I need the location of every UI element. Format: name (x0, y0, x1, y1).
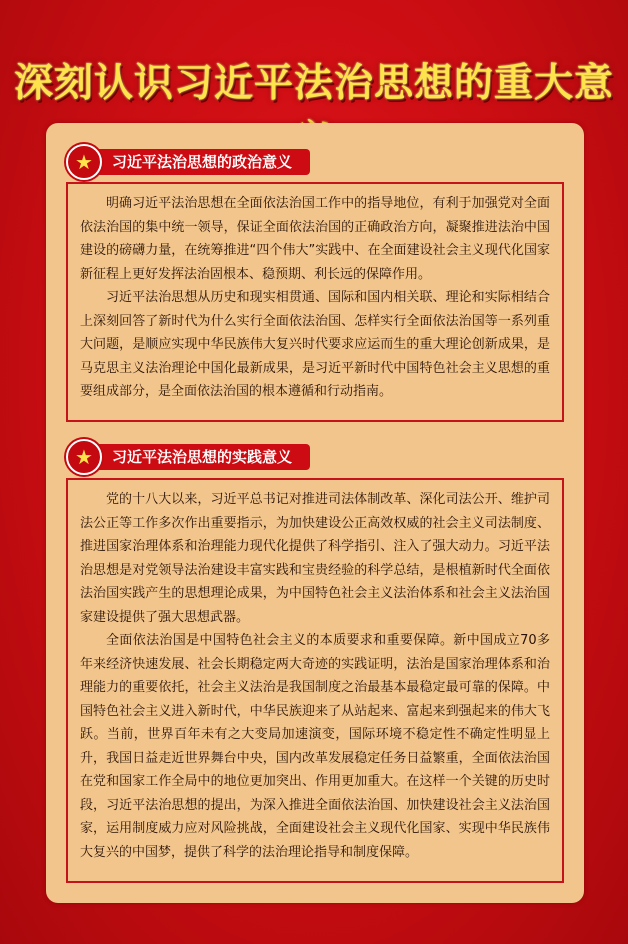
paragraph: 明确习近平法治思想在全面依法治国工作中的指导地位，有利于加强党对全面依法治国的集中统一领导，保证全面依法治国的正确政治方向，凝聚推进法治中国建设的磅礴力量，在统筹推进“四个伟大”实践中、在全面建设社会主义现代化国家新征程上更好发挥法治固根本、稳预期、利长远的保障作用。 (80, 196, 550, 282)
star-icon: ★ (66, 144, 102, 180)
section-heading-practical: 习近平法治思想的实践意义 (88, 444, 310, 470)
section-header-practical (66, 439, 356, 473)
section-heading-political: 习近平法治思想的政治意义 (88, 149, 310, 175)
paragraph: 党的十八大以来，习近平总书记对推进司法体制改革、深化司法公开、维护司法公正等工作多次作出重要指示，为加快建设公正高效权威的社会主义司法制度、推进国家治理体系和治理能力现代化提供了科学指引、注入了强大动力。习近平法治思想是对党领导法治建设丰富实践和宝贵经验的科学总结，是根植新时代全面依法治国实践产生的思想理论成果，为中国特色社会主义法治体系和社会主义法治国家建设提供了强大思想武器。 (80, 492, 550, 625)
section-body-political (66, 182, 564, 422)
paragraph: 全面依法治国是中国特色社会主义的本质要求和重要保障。新中国成立70多年来经济快速发展、社会长期稳定两大奇迹的实践证明，法治是国家治理体系和治理能力的重要依托，社会主义法治是我国制度之治最基本最稳定最可靠的保障。中国特色社会主义进入新时代，中华民族迎来了从站起来、富起来到强起来的伟大飞跃。当前，世界百年未有之大变局加速演变，国际环境不稳定性不确定性明显上升，我国日益走近世界舞台中央，国内改革发展稳定任务日益繁重，全面依法治国在党和国家工作全局中的地位更加突出、作用更加重大。在这样一个关键的历史时段，习近平法治思想的提出，为深入推进全面依法治国、加快建设社会主义法治国家，运用制度威力应对风险挑战，全面建设社会主义现代化国家、实现中华民族伟大复兴的中国梦，提供了科学的法治理论指导和制度保障。 (80, 633, 550, 860)
section-body-practical (66, 478, 564, 883)
paragraph: 习近平法治思想从历史和现实相贯通、国际和国内相关联、理论和实际相结合上深刻回答了新时代为什么实行全面依法治国、怎样实行全面依法治国等一系列重大问题，是顺应实现中华民族伟大复兴时代要求应运而生的重大理论创新成果，是马克思主义法治理论中国化最新成果，是习近平新时代中国特色社会主义思想的重要组成部分，是全面依法治国的根本遵循和行动指南。 (80, 290, 550, 399)
star-icon: ★ (66, 439, 102, 475)
page-title: 深刻认识习近平法治思想的重大意 (13, 61, 614, 106)
section-header-political (66, 144, 356, 178)
